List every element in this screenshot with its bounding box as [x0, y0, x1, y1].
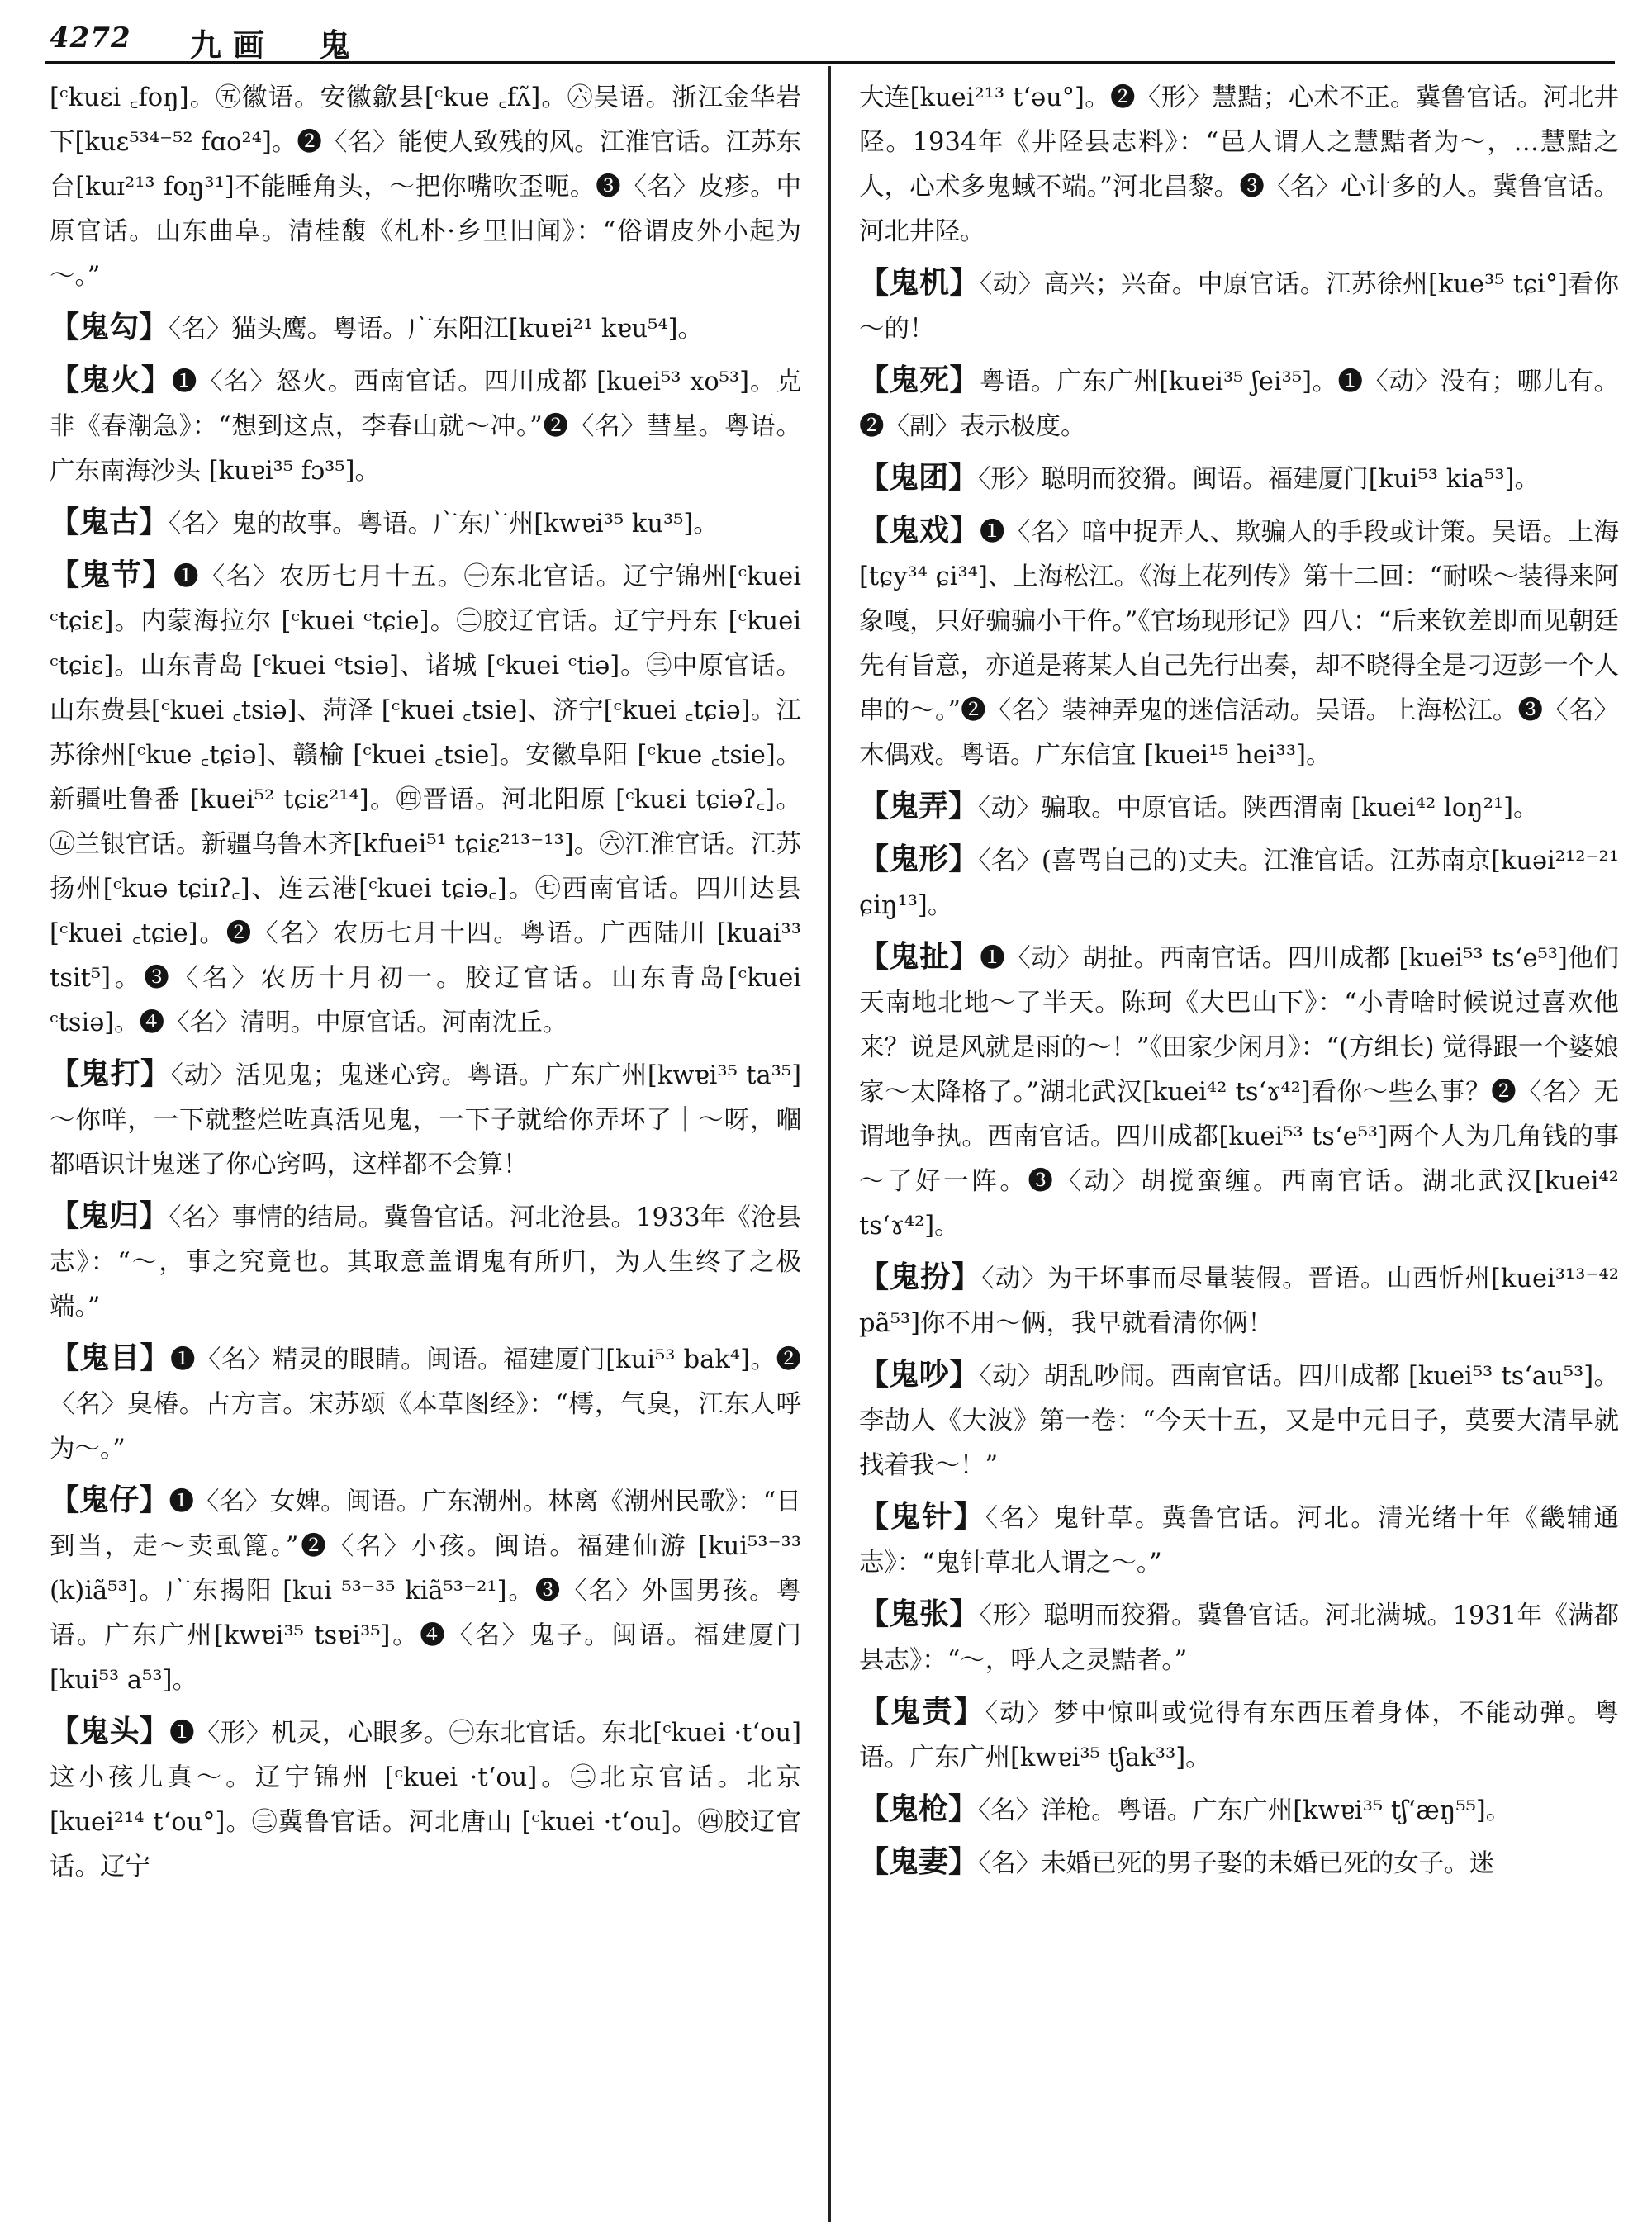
entry-definition: ❶〈名〉女婢。闽语。广东潮州。林离《潮州民歌》：“日到当，走～卖虱篦。”❷〈名〉小孩。闽语。福建仙游 [kui⁵³⁻³³ (k)iã⁵³]。广东揭阳 [kui ⁵³⁻³⁵ kiã⁵³⁻²¹]。❸〈名〉外国男孩。粤语。广东广州[kwɐi³⁵ tsɐi³⁵]。❹〈名〉鬼子。闽语。福建厦门 [kui⁵³ a⁵³]。 — [50, 1487, 801, 1695]
entry-definition: ❶〈形〉机灵，心眼多。㊀东北官话。东北[ᶜkuei ·t‘ou] 这小孩儿真～。辽宁锦州 [ᶜkuei ·t‘ou]。㊁北京官话。北京[kuei²¹⁴ t‘ou°]。㊂冀鲁官话。河北唐山 [ᶜkuei ·t‘ou]。㊃胶辽官话。辽宁 — [50, 1719, 801, 1881]
entry-definition: 〈形〉聪明而狡猾。闽语。福建厦门[kui⁵³ kia⁵³]。 — [978, 465, 1540, 494]
entry-headword: 【鬼弄】 — [859, 790, 979, 823]
entry-headword: 【鬼打】 — [50, 1057, 171, 1091]
entry-definition: 粤语。广东广州[kuɐi³⁵ ʃei³⁵]。❶〈动〉没有；哪儿有。❷〈副〉表示极度。 — [859, 368, 1619, 441]
dictionary-entry — [859, 837, 1619, 928]
entry-definition: 大连[kuei²¹³ t‘əu°]。❷〈形〉慧黠；心术不正。冀鲁官话。河北井陉。1934年《井陉县志料》：“邑人谓人之慧黠者为～，…慧黠之人，心术多鬼蜮不端。”河北昌黎。❸〈名〉心计多的人。冀鲁官话。河北井陉。 — [859, 83, 1619, 246]
column-divider — [828, 66, 831, 2222]
dictionary-entry — [50, 553, 801, 1046]
entry-definition: 〈动〉为干坏事而尽量装假。晋语。山西忻州[kuei³¹³⁻⁴² pã⁵³]你不用～俩，我早就看清你俩！ — [859, 1264, 1619, 1338]
entry-definition: 〈名〉事情的结局。冀鲁官话。河北沧县。1933年《沧县志》：“～，事之究竟也。其取意盖谓鬼有所归，为人生终了之极端。” — [50, 1203, 801, 1321]
dictionary-entry — [859, 1592, 1619, 1683]
dictionary-entry — [50, 74, 801, 299]
dictionary-entry — [859, 509, 1619, 778]
entry-definition: 〈动〉高兴；兴奋。中原官话。江苏徐州[kue³⁵ tɕi°]看你～的！ — [859, 270, 1619, 344]
page-number: 4272 — [50, 21, 131, 55]
entry-headword: 【鬼戏】 — [859, 514, 980, 548]
dictionary-entry — [859, 1840, 1619, 1886]
entry-headword: 【鬼形】 — [859, 842, 979, 876]
entry-definition: ❶〈名〉农历七月十五。㊀东北官话。辽宁锦州[ᶜkuei ᶜtɕiɛ]。内蒙海拉尔 [ᶜkuei ᶜtɕie]。㊁胶辽官话。辽宁丹东 [ᶜkuei ᶜtɕiɛ]。山东青岛 [ᶜkuei ᶜtsiə]、诸城 [ᶜkuei ᶜtiə]。㊂中原官话。山东费县[ᶜkuei ꜀tsiə]、菏泽 [ᶜkuei ꜀tsie]、济宁[ᶜkuei ꜀tɕiə]。江苏徐州[ᶜkue ꜀tɕiə]、赣榆 [ᶜkuei ꜀tsie]。安徽阜阳 [ᶜkue ꜀tsie]。新疆吐鲁番 [kuei⁵² tɕiɛ²¹⁴]。㊃晋语。河北阳原 [ᶜkuɛi tɕiəʔ꜀]。㊄兰银官话。新疆乌鲁木齐[kfuei⁵¹ tɕiɛ²¹³⁻¹³]。㊅江淮官话。江苏扬州[ᶜkuə tɕiɪʔ꜀]、连云港[ᶜkuei tɕiə꜀]。㊆西南官话。四川达县 [ᶜkuei ꜀tɕie]。❷〈名〉农历七月十四。粤语。广西陆川 [kuai³³ tsit⁵]。❸〈名〉农历十月初一。胶辽官话。山东青岛[ᶜkuei ᶜtsiə]。❹〈名〉清明。中原官话。河南沈丘。 — [50, 562, 801, 1037]
dictionary-entry — [859, 1787, 1619, 1834]
dictionary-entry — [50, 1336, 801, 1472]
dictionary-entry — [859, 456, 1619, 502]
right-column — [859, 74, 1619, 2222]
entry-headword: 【鬼扯】 — [859, 940, 980, 974]
running-head: 九画 鬼 — [190, 27, 363, 64]
entry-headword: 【鬼张】 — [859, 1597, 980, 1631]
entry-headword: 【鬼机】 — [859, 266, 980, 300]
dictionary-entry — [50, 358, 801, 494]
entry-definition: 〈动〉活见鬼；鬼迷心窍。粤语。广东广州[kwɐi³⁵ ta³⁵] ～你咩，一下就整烂咗真活见鬼，一下子就给你弄坏了｜～呀，嗰都唔识计鬼迷了你心窍吗，这样都不会算！ — [50, 1061, 801, 1179]
header-rule — [45, 61, 1615, 64]
dictionary-entry — [859, 1690, 1619, 1781]
dictionary-entry — [859, 358, 1619, 449]
dictionary-entry — [859, 74, 1619, 254]
entry-definition: 〈名〉未婚已死的男子娶的未婚已死的女子。迷 — [978, 1849, 1495, 1878]
dictionary-entry — [859, 935, 1619, 1249]
entry-definition: 〈动〉胡乱吵闹。西南官话。四川成都 [kuei⁵³ ts‘au⁵³]。李劼人《大波》第一卷：“今天十五，又是中元日子，莫要大清早就找着我～！” — [859, 1362, 1619, 1480]
entry-headword: 【鬼勾】 — [50, 311, 169, 344]
dictionary-entry — [50, 1710, 801, 1890]
entry-definition: 〈动〉梦中惊叫或觉得有东西压着身体，不能动弹。粤语。广东广州[kwɐi³⁵ tʃak³³]。 — [859, 1699, 1619, 1772]
dictionary-entry — [859, 1255, 1619, 1346]
dictionary-entry — [859, 785, 1619, 831]
entry-definition: [ᶜkuɛi ꜀foŋ]。㊄徽语。安徽歙县[ᶜkue ꜀fʌ̃]。㊅吴语。浙江金华岩下[kuɛ⁵³⁴⁻⁵² fɑo²⁴]。❷〈名〉能使人致残的风。江淮官话。江苏东台[kuɪ²¹³ foŋ³¹]不能睡角头，～把你嘴吹歪呃。❸〈名〉皮疹。中原官话。山东曲阜。清桂馥《札朴·乡里旧闻》：“俗谓皮外小起为～。” — [50, 83, 801, 291]
entry-definition: ❶〈名〉怒火。西南官话。四川成都 [kuei⁵³ xo⁵³]。克非《春潮急》：“想到这点，李春山就～冲。”❷〈名〉彗星。粤语。广东南海沙头 [kuɐi³⁵ fɔ³⁵]。 — [50, 368, 801, 486]
dictionary-entry — [50, 1194, 801, 1330]
entry-definition: ❶〈名〉精灵的眼睛。闽语。福建厦门[kui⁵³ bak⁴]。❷〈名〉臭椿。古方言。宋苏颂《本草图经》：“樗，气臭，江东人呼为～。” — [50, 1345, 801, 1464]
page-header — [50, 15, 1619, 66]
dictionary-entry — [50, 1478, 801, 1703]
entry-headword: 【鬼责】 — [859, 1695, 985, 1729]
dictionary-entry — [859, 1495, 1619, 1586]
entry-headword: 【鬼团】 — [859, 461, 979, 495]
entry-definition: ❶〈名〉暗中捉弄人、欺骗人的手段或计策。吴语。上海 [tɕy³⁴ ɕi³⁴]、上海松江。《海上花列传》第十二回：“耐哚～装得来阿象嘎，只好骗骗小干仵。”《官场现形记》四八：“后来钦差即面见朝廷先有旨意，亦道是蒋某人自己先行出奏，却不晓得全是刁迈彭一个人串的～。”❷〈名〉装神弄鬼的迷信活动。吴语。上海松江。❸〈名〉木偶戏。粤语。广东信宜 [kuei¹⁵ hei³³]。 — [859, 518, 1619, 770]
entry-definition: 〈名〉鬼的故事。粤语。广东广州[kwɐi³⁵ ku³⁵]。 — [169, 510, 719, 539]
entry-definition: 〈名〉洋枪。粤语。广东广州[kwɐi³⁵ tʃ‘æŋ⁵⁵]。 — [978, 1796, 1512, 1825]
entry-headword: 【鬼枪】 — [859, 1792, 979, 1826]
entry-headword: 【鬼吵】 — [859, 1358, 980, 1392]
entry-headword: 【鬼古】 — [50, 505, 169, 539]
entry-definition: 〈名〉(喜骂自己的)丈夫。江淮官话。江苏南京[kuəi²¹²⁻²¹ ɕiŋ¹³]。 — [859, 847, 1619, 920]
dictionary-entry — [859, 261, 1619, 352]
entry-definition: 〈形〉聪明而狡猾。冀鲁官话。河北满城。1931年《满都县志》：“～，呼人之灵黠者。” — [859, 1601, 1619, 1675]
entry-definition: 〈动〉骗取。中原官话。陕西渭南 [kuei⁴² loŋ²¹]。 — [978, 794, 1539, 823]
entry-headword: 【鬼归】 — [50, 1199, 169, 1233]
entry-headword: 【鬼节】 — [50, 558, 173, 592]
entry-headword: 【鬼扮】 — [859, 1260, 982, 1294]
left-column — [50, 74, 801, 2222]
dictionary-entry — [50, 306, 801, 352]
entry-headword: 【鬼仔】 — [50, 1483, 169, 1517]
entry-headword: 【鬼妻】 — [859, 1845, 979, 1879]
entry-headword: 【鬼头】 — [50, 1715, 170, 1748]
entry-headword: 【鬼针】 — [859, 1500, 985, 1534]
entry-headword: 【鬼火】 — [50, 363, 172, 397]
dictionary-entry — [50, 501, 801, 547]
dictionary-entry — [859, 1353, 1619, 1488]
entry-definition: 〈名〉鬼针草。冀鲁官话。河北。清光绪十年《畿辅通志》：“鬼针草北人谓之～。” — [859, 1504, 1619, 1578]
entry-headword: 【鬼死】 — [859, 363, 980, 397]
entry-definition: ❶〈动〉胡扯。西南官话。四川成都 [kuei⁵³ ts‘e⁵³]他们天南地北地～了半天。陈珂《大巴山下》：“小青啥时候说过喜欢他来？说是风就是雨的～！”《田家少闲月》：“(方组长) 觉得跟一个婆娘家～太降格了。”湖北武汉[kuei⁴² ts‘ɤ⁴²]看你～些么事？❷〈名〉无谓地争执。西南官话。四川成都[kuei⁵³ ts‘e⁵³]两个人为几角钱的事～了好一阵。❸〈动〉胡搅蛮缠。西南官话。湖北武汉[kuei⁴² ts‘ɤ⁴²]。 — [859, 944, 1619, 1241]
entry-definition: 〈名〉猫头鹰。粤语。广东阳江[kuɐi²¹ kɐu⁵⁴]。 — [169, 315, 704, 344]
dictionary-entry — [50, 1052, 801, 1188]
entry-headword: 【鬼目】 — [50, 1341, 171, 1375]
